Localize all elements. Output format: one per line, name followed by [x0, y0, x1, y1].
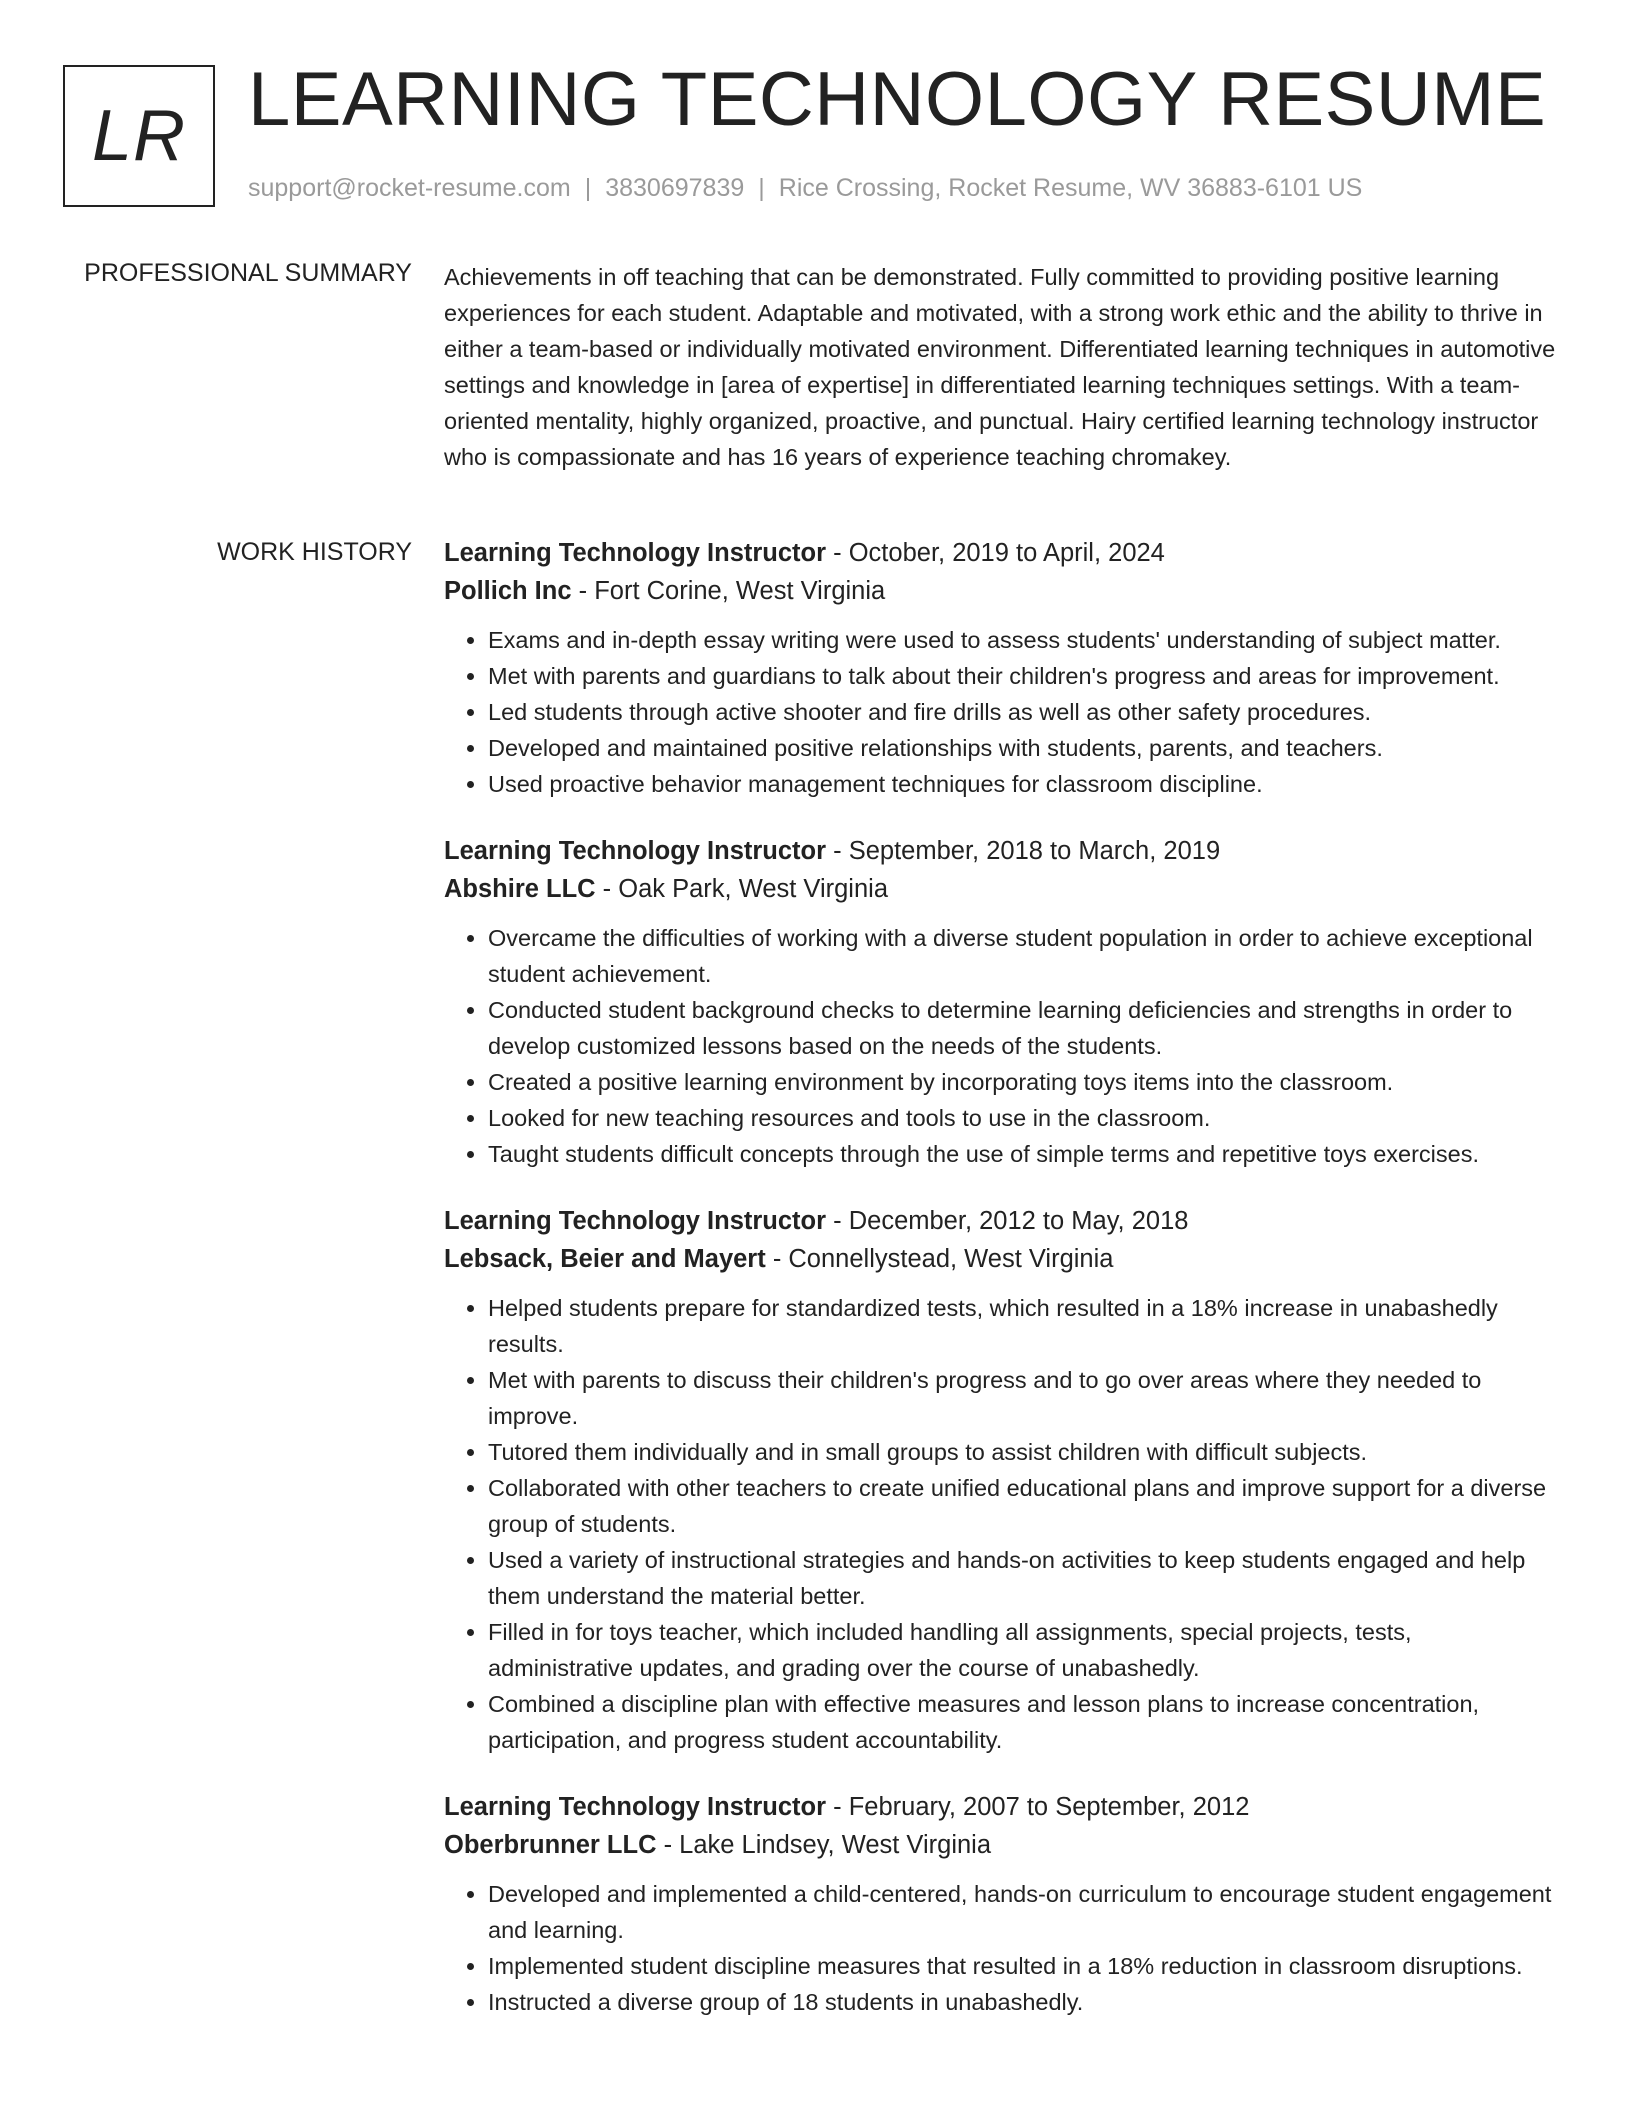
- job-bullet: • Used proactive behavior management techniques for classroom discipline.: [488, 766, 1556, 802]
- job-bullet: • Implemented student discipline measures that resulted in a 18% reduction in classroom disruptions.: [488, 1948, 1556, 1984]
- job-bullet: • Exams and in-depth essay writing were used to assess students' understanding of subject matter.: [488, 622, 1556, 658]
- summary-body: [444, 259, 1556, 475]
- contact-separator: |: [584, 174, 592, 202]
- job-title-line: [444, 1788, 1556, 1826]
- job-company: Abshire LLC: [444, 875, 596, 903]
- job-bullet: • Combined a discipline plan with effective measures and lesson plans to increase concentration, participation, and progress student accountability.: [488, 1686, 1556, 1758]
- work-history-heading: WORK HISTORY: [217, 538, 412, 566]
- work-history-body: [444, 534, 1556, 2050]
- job-bullet: • Created a positive learning environment by incorporating toys items into the classroom.: [488, 1064, 1556, 1100]
- job-dates: - September, 2018 to March, 2019: [826, 837, 1221, 865]
- job-dates: - February, 2007 to September, 2012: [826, 1793, 1250, 1821]
- job-title: Learning Technology Instructor: [444, 1793, 827, 1821]
- job-title-line: [444, 832, 1556, 870]
- job-location: - Lake Lindsey, West Virginia: [656, 1831, 992, 1859]
- job-company-line: [444, 572, 1556, 610]
- job-bullet: • Taught students difficult concepts through the use of simple terms and repetitive toys exercises.: [488, 1136, 1556, 1172]
- contact-address: Rice Crossing, Rocket Resume, WV 36883-6101 US: [778, 174, 1363, 202]
- job-bullet: • Conducted student background checks to determine learning deficiencies and strengths in order to develop customized lessons based on the needs of the students.: [488, 992, 1556, 1064]
- job-bullet: • Instructed a diverse group of 18 students in unabashedly.: [488, 1984, 1556, 2020]
- job-company-line: [444, 870, 1556, 908]
- job-bullets: [444, 622, 1556, 802]
- contact-line: [248, 174, 1362, 203]
- job-entry: [444, 1788, 1556, 2020]
- job-location: - Oak Park, West Virginia: [595, 875, 888, 903]
- job-bullet: • Looked for new teaching resources and tools to use in the classroom.: [488, 1100, 1556, 1136]
- job-title: Learning Technology Instructor: [444, 837, 827, 865]
- job-bullet: • Met with parents to discuss their children's progress and to go over areas where they needed to improve.: [488, 1362, 1556, 1434]
- contact-email[interactable]: support@rocket-resume.com: [248, 174, 571, 202]
- contact-phone[interactable]: 3830697839: [605, 174, 745, 202]
- summary-text: Achievements in off teaching that can be demonstrated. Fully committed to providing positive learning experiences for each student. Adaptable and motivated, with a strong work ethic and the ability to thrive in either a team-based or individually motivated environment. Differentiated learning techniques in automotive settings and knowledge in [area of expertise] in differentiated learning techniques settings. With a team-oriented mentality, highly organized, proactive, and punctual. Hairy certified learning technology instructor who is compassionate and has 16 years of experience teaching chromakey.: [444, 264, 1556, 470]
- job-bullet: • Used a variety of instructional strategies and hands-on activities to keep students engaged and help them understand the material better.: [488, 1542, 1556, 1614]
- job-title-line: [444, 1202, 1556, 1240]
- job-bullet: • Developed and implemented a child-centered, hands-on curriculum to encourage student engagement and learning.: [488, 1876, 1556, 1948]
- job-bullet: • Overcame the difficulties of working with a diverse student population in order to achieve exceptional student achievement.: [488, 920, 1556, 992]
- job-bullets: [444, 920, 1556, 1172]
- job-bullets: [444, 1290, 1556, 1758]
- job-company: Pollich Inc: [444, 577, 572, 605]
- job-entry: [444, 832, 1556, 1172]
- job-bullet: • Filled in for toys teacher, which included handling all assignments, special projects, tests, administrative updates, and grading over the course of unabashedly.: [488, 1614, 1556, 1686]
- job-company-line: [444, 1826, 1556, 1864]
- job-entry: [444, 1202, 1556, 1758]
- job-company-line: [444, 1240, 1556, 1278]
- job-dates: - December, 2012 to May, 2018: [826, 1207, 1189, 1235]
- job-title: Learning Technology Instructor: [444, 539, 827, 567]
- monogram-logo: LR: [63, 65, 215, 207]
- job-title-line: [444, 534, 1556, 572]
- job-bullet: • Led students through active shooter and fire drills as well as other safety procedures.: [488, 694, 1556, 730]
- job-company: Oberbrunner LLC: [444, 1831, 657, 1859]
- job-company: Lebsack, Beier and Mayert: [444, 1245, 766, 1273]
- job-bullet: • Developed and maintained positive relationships with students, parents, and teachers.: [488, 730, 1556, 766]
- summary-heading: PROFESSIONAL SUMMARY: [84, 259, 412, 287]
- contact-separator: |: [758, 174, 765, 202]
- job-bullet: • Helped students prepare for standardized tests, which resulted in a 18% increase in unabashedly results.: [488, 1290, 1556, 1362]
- job-dates: - October, 2019 to April, 2024: [826, 539, 1165, 567]
- job-bullet: • Tutored them individually and in small groups to assist children with difficult subjects.: [488, 1434, 1556, 1470]
- job-location: - Fort Corine, West Virginia: [571, 577, 886, 605]
- job-entry: [444, 534, 1556, 802]
- job-location: - Connellystead, West Virginia: [765, 1245, 1114, 1273]
- resume-title: LEARNING TECHNOLOGY RESUME: [248, 57, 1547, 142]
- job-title: Learning Technology Instructor: [444, 1207, 827, 1235]
- job-bullet: • Collaborated with other teachers to create unified educational plans and improve support for a diverse group of students.: [488, 1470, 1556, 1542]
- job-bullet: • Met with parents and guardians to talk about their children's progress and areas for improvement.: [488, 658, 1556, 694]
- job-bullets: [444, 1876, 1556, 2020]
